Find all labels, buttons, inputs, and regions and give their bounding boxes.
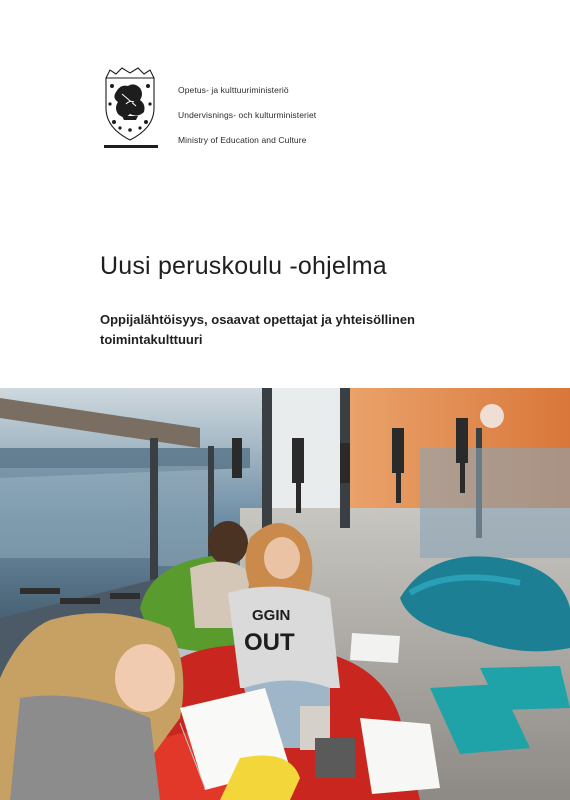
cover-photo	[0, 388, 570, 800]
ministry-name-english: Ministry of Education and Culture	[178, 135, 307, 145]
ministry-name-swedish: Undervisnings- och kulturministeriet	[178, 110, 317, 120]
document-subtitle: Oppijalähtöisyys, osaavat opettajat ja yhteisöllinen toimintakulttuuri	[100, 312, 415, 347]
coat-of-arms-logo	[100, 64, 160, 148]
document-title: Uusi peruskoulu -ohjelma	[100, 252, 387, 280]
ministry-name-finnish: Opetus- ja kulttuuriministeriö	[178, 85, 289, 95]
ministry-names	[178, 78, 316, 153]
shirt-lettering-top: GGIN	[252, 607, 291, 624]
shirt-lettering-bottom: OUT	[244, 629, 295, 656]
logo-underline	[104, 145, 158, 148]
